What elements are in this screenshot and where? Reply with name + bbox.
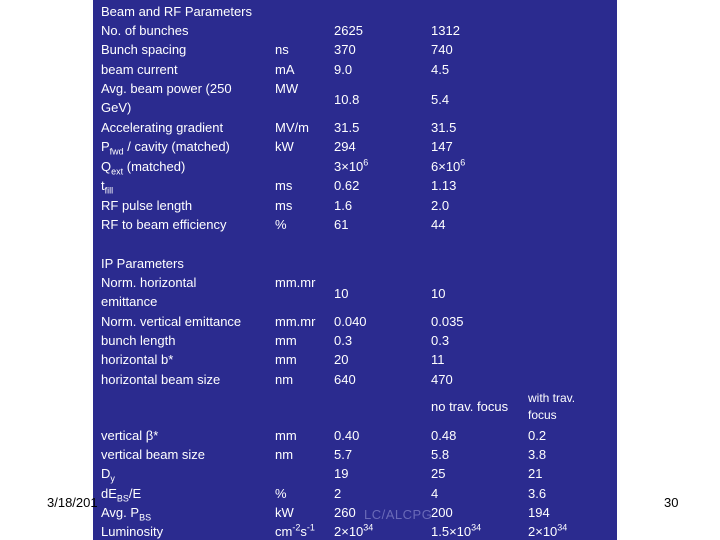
row-v1-luminosity: $2\times 10^{34}$ [334,522,374,539]
row-label-horizontal-beta: horizontal b* [101,352,174,367]
row-v1-pulse-length: 1.6 [334,198,353,213]
row-v1-efficiency: 61 [334,217,349,232]
row-label-pbs: Avg. $P_{BS}$ [101,505,152,523]
row-label-debs: $dE_{BS}/E$ [101,486,142,504]
col3-note-1: with trav. [528,391,576,405]
row-label-vertical-size: vertical beam size [101,447,206,462]
row-v2-norm-vertical: 0.035 [431,314,464,329]
watermark-text: LC/ALCPG [364,507,433,522]
row-label-gradient: Accelerating gradient [101,120,224,135]
row-v1-norm-vertical: 0.040 [334,314,367,329]
row-unit-beam-current: mA [275,62,295,77]
row-label-beam-power: Avg. beam power (250 [101,81,232,96]
row-unit-debs: % [275,486,287,501]
row-unit-horizontal-beta: mm [275,352,297,367]
row-v1-bunch-length: 0.3 [334,333,353,348]
row-label-beam-power-cont: GeV) [101,100,132,115]
row-v1-vertical-beta: 0.40 [334,428,360,443]
row-v1-gradient: 31.5 [334,120,360,135]
row-v3-dy: 21 [528,466,543,481]
row-label-pfwd: $P_{fwd}$ / cavity (matched) [101,139,230,157]
row-v1-debs: 2 [334,486,342,501]
row-v1-pbs: 260 [334,505,356,520]
row-v1-horizontal-size: 640 [334,372,356,387]
row-unit-pbs: kW [275,505,294,520]
row-label-qext: $Q_{ext}$ (matched) [101,159,186,177]
row-label-luminosity: Luminosity [101,524,164,539]
row-v2-horizontal-beta: 11 [431,352,445,367]
row-v1-beam-power: 10.8 [334,92,360,107]
row-unit-pfwd: kW [275,139,294,154]
beam-rf-heading: Beam and RF Parameters [101,4,253,19]
row-label-bunch-spacing: Bunch spacing [101,42,187,57]
row-label-norm-horizontal: Norm. horizontal [101,275,197,290]
row-unit-beam-power: MW [275,81,299,96]
row-unit-luminosity: $cm^{-2}s^{-1}$ [275,522,315,539]
row-v2-dy: 25 [431,466,446,481]
row-v2-vertical-beta: 0.48 [431,428,457,443]
row-unit-vertical-size: nm [275,447,294,462]
row-unit-horizontal-size: nm [275,372,294,387]
row-v1-vertical-size: 5.7 [334,447,353,462]
row-v1-horizontal-beta: 20 [334,352,349,367]
row-v2-debs: 4 [431,486,439,501]
row-label-emittance: emittance [101,294,158,309]
row-label-tfill: $t_{fill}$ [101,178,114,196]
row-v2-bunch-spacing: 740 [431,42,453,57]
row-v2-norm-horizontal: 10 [431,286,446,301]
row-v2-beam-current: 4.5 [431,62,450,77]
row-v2-pfwd: 147 [431,139,453,154]
row-v1-bunch-spacing: 370 [334,42,356,57]
row-v1-norm-horizontal: 10 [334,286,349,301]
footer-date: 3/18/201 [47,495,98,510]
row-unit-norm-horizontal: mm.mr [275,275,316,290]
row-label-bunches: No. of bunches [101,23,189,38]
col3-note-2: focus [528,408,557,422]
col2-header: 1312 [431,23,460,38]
row-v1-dy: 19 [334,466,349,481]
row-label-horizontal-size: horizontal beam size [101,372,221,387]
ip-heading: IP Parameters [101,256,184,271]
row-v2-tfill: 1.13 [431,178,457,193]
row-v2-bunch-length: 0.3 [431,333,450,348]
row-label-bunch-length: bunch length [101,333,176,348]
row-v2-pulse-length: 2.0 [431,198,450,213]
row-unit-norm-vertical: mm.mr [275,314,316,329]
row-v1-tfill: 0.62 [334,178,360,193]
row-v2-efficiency: 44 [431,217,446,232]
col1-header: 2625 [334,23,363,38]
row-v1-pfwd: 294 [334,139,356,154]
col2-note: no trav. focus [431,399,509,414]
row-unit-pulse-length: ms [275,198,293,213]
row-v2-horizontal-size: 470 [431,372,453,387]
row-v3-debs: 3.6 [528,486,547,501]
row-unit-bunch-spacing: ns [275,42,289,57]
row-v3-pbs: 194 [528,505,550,520]
footer-page-number: 30 [664,495,679,510]
row-unit-efficiency: % [275,217,287,232]
row-v2-vertical-size: 5.8 [431,447,450,462]
row-label-efficiency: RF to beam efficiency [101,217,227,232]
row-v1-qext: $3\times 10^6$ [334,157,369,174]
row-v3-vertical-size: 3.8 [528,447,547,462]
row-v2-luminosity: $1.5\times 10^{34}$ [431,522,482,539]
row-label-pulse-length: RF pulse length [101,198,193,213]
row-v3-luminosity: $2\times 10^{34}$ [528,522,568,539]
row-v3-vertical-beta: 0.2 [528,428,547,443]
row-v1-beam-current: 9.0 [334,62,353,77]
row-label-vertical-beta: vertical β* [101,428,159,443]
row-v2-pbs: 200 [431,505,453,520]
row-unit-vertical-beta: mm [275,428,297,443]
row-unit-tfill: ms [275,178,293,193]
row-v2-beam-power: 5.4 [431,92,450,107]
row-v2-qext: $6\times 10^6$ [431,157,466,174]
row-label-beam-current: beam current [101,62,178,77]
row-unit-gradient: MV/m [275,120,309,135]
row-v2-gradient: 31.5 [431,120,457,135]
row-label-norm-vertical: Norm. vertical emittance [101,314,242,329]
row-label-dy: $D_y$ [101,466,115,484]
row-unit-bunch-length: mm [275,333,297,348]
